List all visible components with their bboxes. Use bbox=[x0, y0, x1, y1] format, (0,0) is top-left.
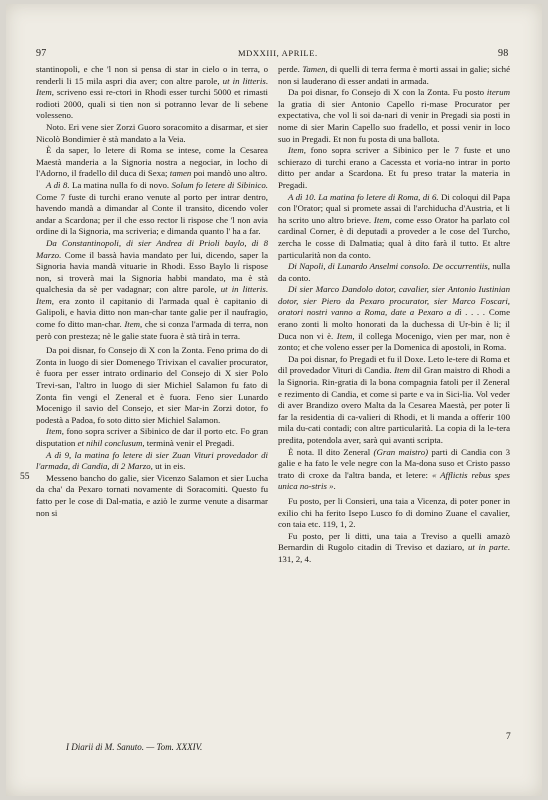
margin-number: 55 bbox=[20, 472, 30, 482]
paragraph: Fu posto, per li Consieri, una taia a Vicenza, di poter poner in exilio chi ha ferito Isepo Lusco fo di domino Zuane el cavalier, con taia etc. 119, 1, 2. bbox=[278, 495, 510, 530]
right-column bbox=[278, 64, 510, 566]
paragraph: Item, fono sopra scriver a Sibinico per le 7 fuste et uno schierazo di turchi erano a Cacessta et voria-no intrar in porto ditto per andar a Scardona. Et fu preso tratar la materia in Pregadi. bbox=[278, 145, 510, 190]
left-column bbox=[36, 64, 268, 519]
paragraph: Di sier Marco Dandolo dotor, cavalier, sier Antonio Iustinian dotor, sier Piero da Pexaro procurator, sier Marco Foscari, oratori nostri vanno a Roma, date a Pexaro a dì . . . . Come erano zonti li molto honorati da la duchessa di Ur-bin è li; il Duca non vi è. Item, il collega Mocenigo, vien per mar, non è zonto; et che voleno esser per la Domenica di apostoli, in Roma. bbox=[278, 284, 510, 353]
running-header: MDXXIII, APRILE. bbox=[238, 48, 318, 58]
page-number-left: 97 bbox=[36, 48, 47, 59]
paragraph: Item, fono sopra scriver a Sibinico de dar il porto etc. Fo gran disputation et nihil conclusum, terminà venir el Pregadi. bbox=[36, 426, 268, 448]
paragraph: Fu posto, per li ditti, una taia a Treviso a quelli amazò Bernardin di Rugolo citadin di Treviso et daziaro, ut in parte. 131, 2, 4. bbox=[278, 530, 510, 564]
page-number-right: 98 bbox=[498, 48, 509, 59]
paragraph: A dì 9, la matina fo letere di sier Zuan Vituri provedador di l'armada, di Candia, di 2 Marzo, ut in eis. bbox=[36, 449, 268, 472]
paragraph: Da poi disnar, fo Pregadi et fu il Doxe. Leto le-tere di Roma et dil provedador Vituri di Candia. Item dil Gran maistro di Rhodi a la Signoria. Rin-gratia di la bona compagnia fatoli per il Zeneral e rezimento di Candia, et come si parte e va in Sici-lia. Vol veder di aver Brandizo overo Malta da la Cesarea Maestà, per poter lì far la residentia di ca-valieri di Rhodi, et li manda a offerir 100 mila du-cati contadi; con altre particularità. La copia di la le-tera predita, potendola aver, sarà qui avanti scripta. bbox=[278, 353, 510, 445]
paragraph: È da saper, lo letere di Roma se intese, come la Cesarea Maestà manderia a la Signoria nostra a negociar, in locho di l'Adorno, il fradello dil duca di Sexa; tamen poi mandò uno altro. bbox=[36, 145, 268, 179]
paragraph: È nota. Il dito Zeneral (Gran maistro) parti di Candia con 3 galie e ha fato le vele negre con la Ma-dona suso et Cristo passo trato di croxe da l'altra banda, et letere: « Afflictis rebus spes unica no-stris ». bbox=[278, 446, 510, 492]
paragraph: Messeno bancho do galie, sier Vicenzo Salamon et sier Lucha da cha' da Pexaro tornati novamente di Soracomiti. Questo fu fatto per le cose di Dal-matia, e aziò le zurme venute a disarmar non si bbox=[36, 472, 268, 518]
footer-title: I Diarii di M. Sanuto. — Tom. XXXIV. bbox=[66, 742, 203, 752]
paragraph: Noto. Eri vene sier Zorzi Guoro soracomito a disarmar, et sier Nicolò Bondimier è stà mandato a la Veia. bbox=[36, 121, 268, 144]
paragraph: Di Napoli, di Lunardo Anselmi consolo. De occurrentiis, nulla da conto. bbox=[278, 261, 511, 283]
paragraph: A dì 10. La matina fo letere di Roma, di 6. Di coloqui dil Papa con l'Orator; qual si promete assai di l'archiducha d'Austria, et li ha scrito uno altro brieve. Item, come esso Orator ha parlato col cardinal Corner, è di deputadi a proveder a le cose del Turcho, zercha le cosse di Dalmatia; qual à dito farà il tutto. Et altre particularità non da conto. bbox=[278, 191, 510, 260]
document-page bbox=[6, 4, 542, 796]
paragraph: perde. Tamen, di quelli di terra ferma è morti assai in galie; siché non si lauderano di esser andati in armada. bbox=[278, 64, 511, 86]
paragraph: stantinopoli, e che 'l non si pensa di star in cielo o in terra, o renderli li 15 mila aspri dia aver; con altre parole, ut in litteris. Item, scriveno essi re-ctori in Rhodi esser turchi 5000 et rimasti rodioti 2000, quali si tien non si potranno levar de li sebene volesseno. bbox=[36, 64, 268, 121]
paragraph: Da poi disnar, fo Consejo di X con la Zonta. Feno prima do di Zonta in luogo di sier Domenego Trivixan el cavalier procurator, è fuora per esser intrato ordinario del Consejo di X sier Polo Trevi-san, l'altro in luogo di sier Michiel Salamon fu fato di Zonta fin vengi el Zeneral et è fuora. Feno sier Lunardo Mocenigo il savio del Consejo, et sier Mar-in Zorzi dotor, fo podestà a Padoa, fo soto ditto sier Michiel Salamon. bbox=[36, 345, 268, 425]
paragraph: Da poi disnar, fo Consejo di X con la Zonta. Fu posto iterum la gratia di sier Antonio Capello ri-mase Procurator per expectativa, che vol li soi da-nari di venir in Pregadi sia posti in nome di sier Marin Capello suo fradello, et possi venir in loco suo in Pregadi. Et non fu posta di una ballota. bbox=[278, 87, 510, 144]
paragraph: Da Constantinopoli, di sier Andrea di Prioli baylo, di 8 Marzo. Come il bassà havia mandato per lui, dicendo, saper la Signoria havia mandà vituarie in Rhodi. Esso Baylo li rispose non, si troverà mai la Signoria habbi mandato, ma è stà qualchesia da sè per vadagnar; con altre parole, ut in litteris. Item, era zonto il capitanio di l'armada qual è capitanio di Galipoli, e havia ditto non man-char tante galie per il naufragio, come fo ditto man-char. Item, che si conza l'armada di terra, non però con presteza; nè le galie state fuora è stà tirà in terra. bbox=[36, 237, 268, 341]
signature-mark: 7 bbox=[506, 732, 511, 742]
paragraph: A dì 8. La matina nulla fo di novo. Solum fo letere di Sibinico. Come 7 fuste di turchi erano venute al porto per intrar dentro, havendo mandà a dimandar al Conte il transito, dicendo voler andar a Scardona; per il che esso rector li rispose che 'l non avia ordine di la Signoria, ma scriveria; e dimanda quanto l' ha a far. bbox=[36, 179, 268, 237]
